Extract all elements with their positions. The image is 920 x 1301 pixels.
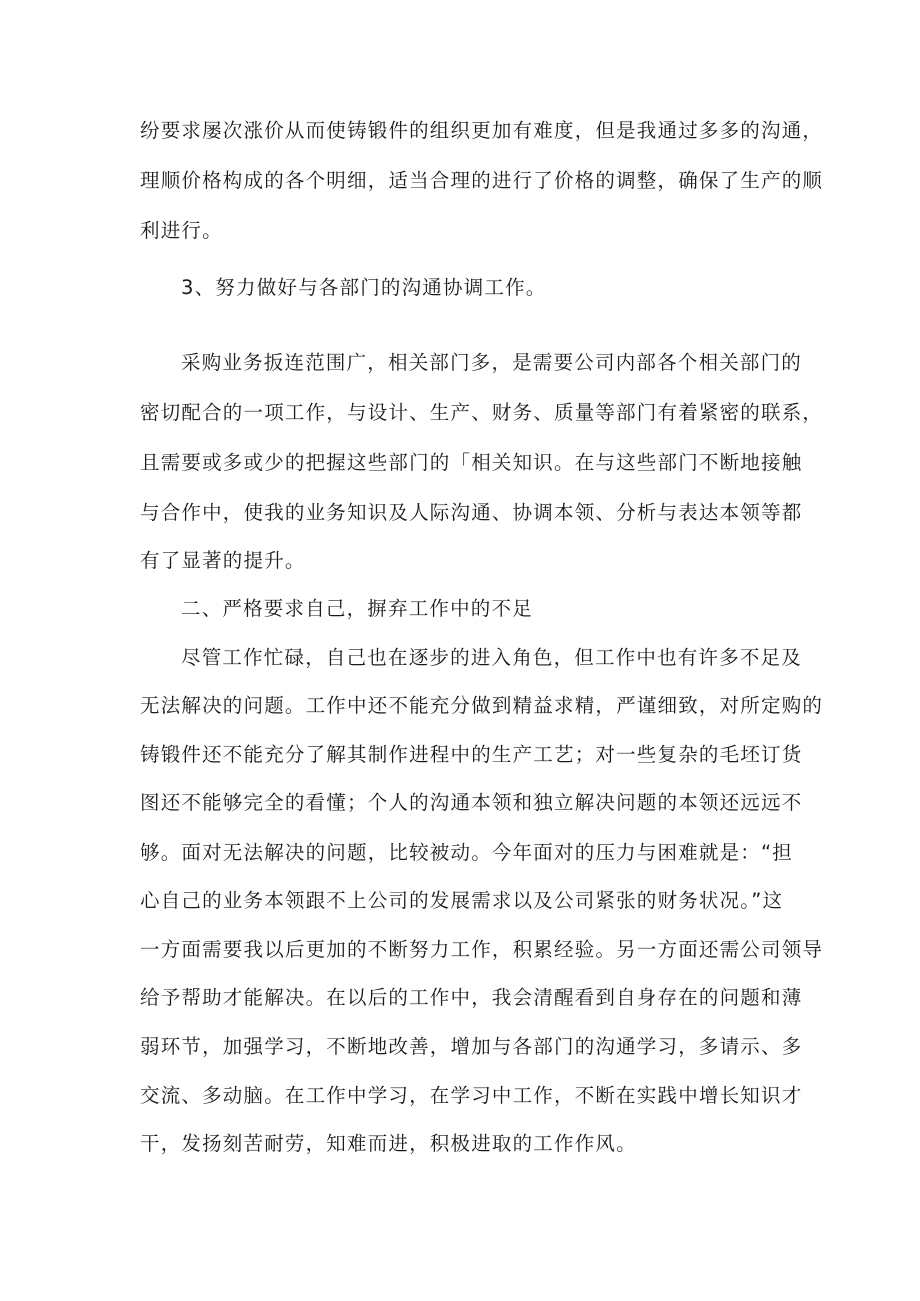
section-heading-3: 3、努力做好与各部门的沟通协调工作。 bbox=[181, 276, 547, 299]
section-heading-2: 二、严格要求自己，摒弃工作中的不足 bbox=[181, 597, 533, 620]
paragraph-line: 心自己的业务本领跟不上公司的发展需求以及公司紧张的财务状况。”这 bbox=[140, 889, 784, 912]
paragraph-line: 铸锻件还不能充分了解其制作进程中的生产工艺；对一些复杂的毛坯订货 bbox=[140, 743, 803, 766]
paragraph-line: 理顺价格构成的各个明细，适当合理的进行了价格的调整，确保了生产的顺 bbox=[140, 169, 824, 192]
paragraph-line: 无法解决的问题。工作中还不能充分做到精益求精，严谨细致，对所定购的 bbox=[140, 694, 824, 717]
paragraph-line: 够。面对无法解决的问题，比较被动。今年面对的压力与困难就是：“担 bbox=[140, 841, 794, 864]
paragraph-line: 采购业务扳连范围广，相关部门多，是需要公司内部各个相关部门的 bbox=[181, 351, 803, 374]
paragraph-line: 交流、多动脑。在工作中学习，在学习中工作，不断在实践中增长知识才 bbox=[140, 1084, 803, 1107]
paragraph-line: 与合作中，使我的业务知识及人际沟通、协调本领、分析与表达本领等都 bbox=[140, 501, 803, 524]
paragraph-line: 有了显著的提升。 bbox=[140, 549, 306, 572]
paragraph-line: 利进行。 bbox=[140, 219, 223, 242]
paragraph-line: 尽管工作忙碌，自己也在逐步的进入角色，但工作中也有许多不足及 bbox=[181, 646, 803, 669]
paragraph-line: 弱环节，加强学习，不断地改善，增加与各部门的沟通学习，多请示、多 bbox=[140, 1035, 803, 1058]
paragraph-line: 一方面需要我以后更加的不断努力工作，积累经验。另一方面还需公司领导 bbox=[140, 938, 824, 961]
paragraph-line: 密切配合的一项工作，与设计、生产、财务、质量等部门有着紧密的联系， bbox=[140, 401, 824, 424]
paragraph-line: 图还不能够完全的看懂；个人的沟通本领和独立解决问题的本领还远远不 bbox=[140, 791, 803, 814]
paragraph-line: 干，发扬刻苦耐劳，知难而进，积极进取的工作作风。 bbox=[140, 1132, 637, 1155]
paragraph-line: 且需要或多或少的把握这些部门的「相关知识。在与这些部门不断地接触 bbox=[140, 451, 803, 474]
paragraph-line: 纷要求屡次涨价从而使铸锻件的组织更加有难度，但是我通过多多的沟通， bbox=[140, 119, 824, 142]
paragraph-line: 给予帮助才能解决。在以后的工作中，我会清醒看到自身存在的问题和薄 bbox=[140, 986, 803, 1009]
